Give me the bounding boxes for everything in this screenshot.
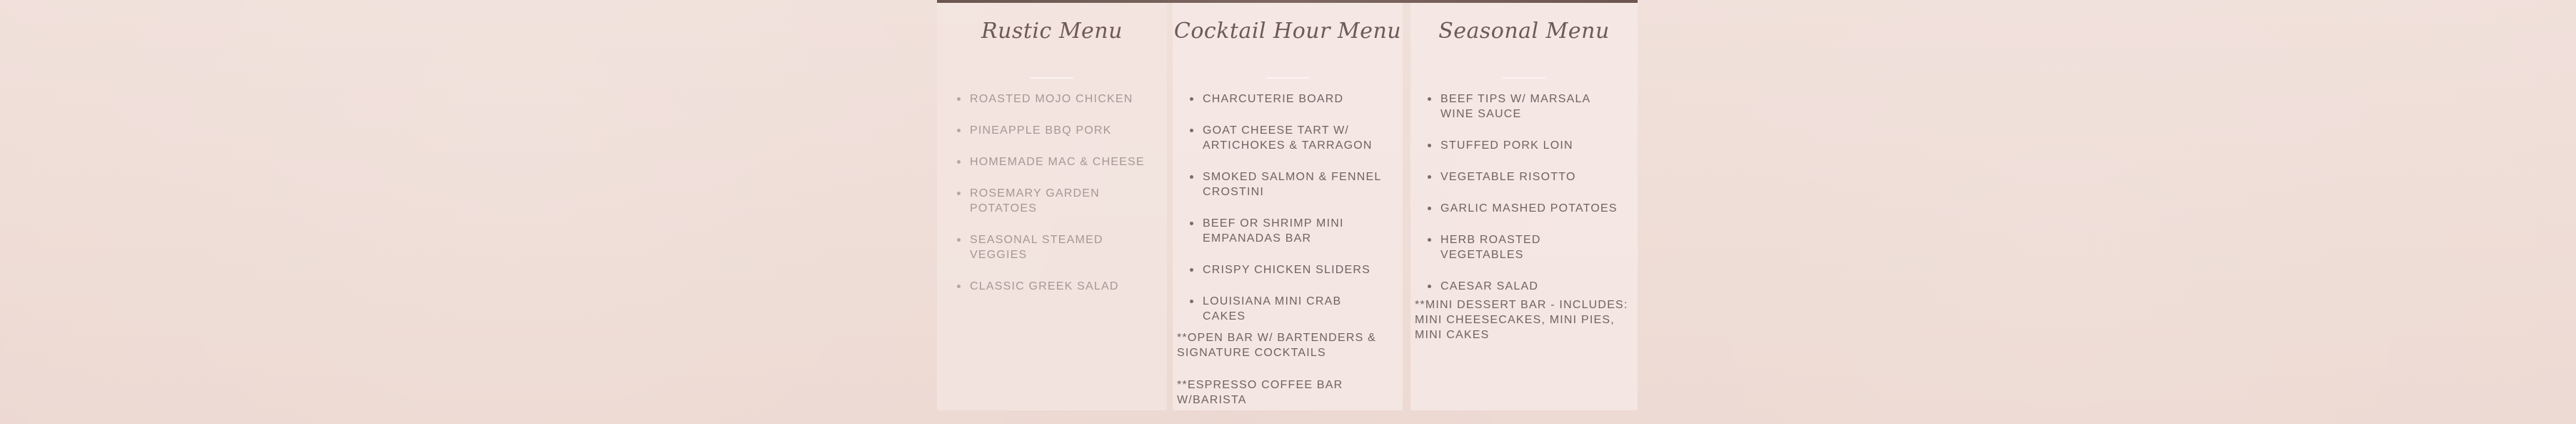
menu-item: CLASSIC GREEK SALAD [937,279,1167,294]
menu-item: BEEF OR SHRIMP MINI EMPANADAS BAR [1173,216,1403,246]
menu-item: GOAT CHEESE TART W/ ARTICHOKES & TARRAGON [1173,123,1403,153]
cocktail-hour-menu-list [1173,92,1403,340]
seasonal-menu-card [1410,3,1638,410]
cocktail-hour-menu-card [1173,3,1403,410]
rustic-menu-title: Rustic Menu [981,19,1123,44]
menu-item: HOMEMADE MAC & CHEESE [937,154,1167,169]
menu-item: CHARCUTERIE BOARD [1173,92,1403,107]
espresso-bar-note: **ESPRESSO COFFEE BAR W/BARISTA [1177,379,1343,406]
menu-item: PINEAPPLE BBQ PORK [937,123,1167,138]
menu-item: ROSEMARY GARDEN POTATOES [937,186,1167,216]
cocktail-hour-menu-title: Cocktail Hour Menu [1173,19,1402,44]
menu-item: BEEF TIPS W/ MARSALA WINE SAUCE [1410,92,1638,122]
menu-item: ROASTED MOJO CHICKEN [937,92,1167,107]
title-divider [1503,77,1545,79]
seasonal-menu-title: Seasonal Menu [1438,19,1610,44]
menu-item: CRISPY CHICKEN SLIDERS [1173,262,1403,277]
title-divider [1031,77,1073,79]
seasonal-menu-list [1410,92,1638,310]
menu-item: HERB ROASTED VEGETABLES [1410,232,1638,262]
menu-item: SMOKED SALMON & FENNEL CROSTINI [1173,169,1403,199]
menu-item: STUFFED PORK LOIN [1410,138,1638,153]
menu-item: LOUISIANA MINI CRAB CAKES [1173,294,1403,324]
open-bar-note: **OPEN BAR W/ BARTENDERS & SIGNATURE COCKTAILS [1177,332,1376,359]
menu-item: CAESAR SALAD [1410,279,1638,294]
menu-item: SEASONAL STEAMED VEGGIES [937,232,1167,262]
menu-item: VEGETABLE RISOTTO [1410,169,1638,184]
rustic-menu-list [937,92,1167,310]
title-divider [1266,77,1309,79]
rustic-menu-card [937,3,1167,410]
menu-item: GARLIC MASHED POTATOES [1410,201,1638,216]
dessert-bar-note: **MINI DESSERT BAR - INCLUDES: MINI CHEESECAKES, MINI PIES, MINI CAKES [1415,299,1628,341]
